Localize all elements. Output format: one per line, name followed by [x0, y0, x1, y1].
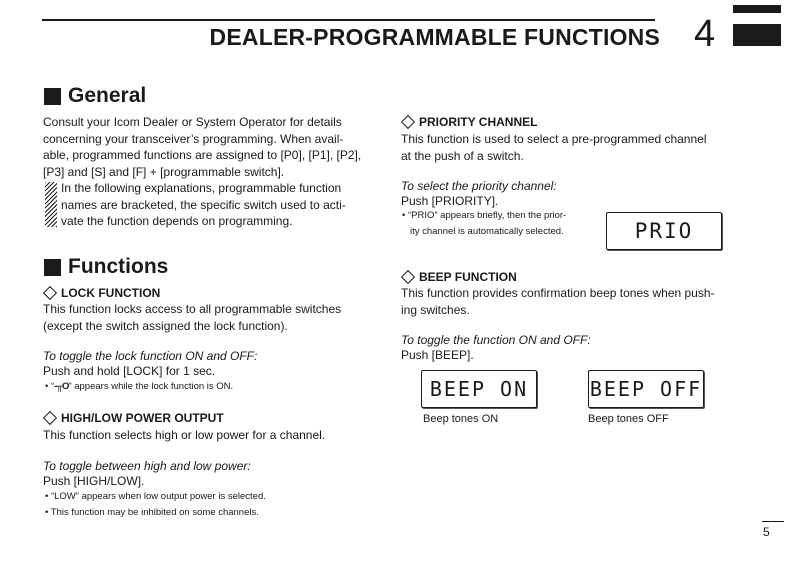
text-line: This function locks access to all programmable switches — [43, 302, 342, 316]
text-line: This function provides confirmation beep tones when push- — [401, 286, 715, 300]
priority-function-body — [401, 131, 707, 164]
text-line: names are bracketed, the specific switch used to acti- — [61, 197, 346, 212]
diamond-icon — [401, 270, 415, 284]
functions-heading-text: Functions — [68, 255, 169, 278]
text-line: In the following explanations, programmable function — [61, 181, 342, 195]
bullet-item: ity channel is automatically selected. — [410, 226, 564, 237]
bullet-item: • This function may be inhibited on some channels. — [45, 507, 259, 518]
priority-bullets — [402, 208, 566, 240]
diamond-icon — [43, 411, 57, 425]
text-line: concerning your transceiver’s programming. When avail- — [43, 131, 344, 146]
bullet-item: • “PRIO” appears briefly, then the prior- — [402, 210, 567, 221]
header-rule — [42, 19, 655, 21]
beep-title-text: BEEP FUNCTION — [419, 270, 517, 284]
general-note — [61, 180, 346, 230]
chapter-number: 4 — [694, 13, 716, 55]
diamond-icon — [43, 286, 57, 300]
heading-square-icon — [44, 259, 61, 276]
key-icon: -╥O — [54, 381, 69, 392]
page-number: 5 — [763, 525, 770, 539]
priority-lcd-display: PRIO — [606, 212, 722, 250]
priority-howto: To select the priority channel: — [401, 179, 557, 193]
functions-heading — [44, 255, 168, 279]
priority-title-text: PRIORITY CHANNEL — [419, 115, 538, 129]
bullet-text: • “ — [45, 381, 55, 392]
text-line: This function is used to select a pre-programmed channel — [401, 132, 707, 146]
diamond-icon — [401, 115, 415, 129]
lock-title-text: LOCK FUNCTION — [61, 286, 161, 300]
page-title: DEALER-PROGRAMMABLE FUNCTIONS — [209, 24, 660, 50]
general-heading-text: General — [68, 84, 147, 107]
text-line: at the push of a switch. — [401, 148, 524, 163]
bullet-item: • “LOW” appears when low output power is selected. — [45, 491, 266, 502]
priority-function-title — [400, 115, 537, 129]
page-number-rule — [762, 521, 784, 522]
power-title-text: HIGH/LOW POWER OUTPUT — [61, 411, 224, 425]
chapter-tab-top — [733, 5, 781, 13]
beep-off-lcd-display: BEEP OFF — [588, 370, 704, 408]
bullet-text: ” appears while the lock function is ON. — [68, 381, 234, 392]
lock-function-body — [43, 301, 341, 334]
general-paragraph — [43, 114, 361, 180]
power-howto: To toggle between high and low power: — [43, 459, 251, 473]
priority-action: Push [PRIORITY]. — [401, 194, 499, 208]
beep-function-body — [401, 285, 715, 318]
text-line: vate the function depends on programming. — [61, 214, 293, 228]
lock-bullet — [45, 379, 233, 395]
power-action: Push [HIGH/LOW]. — [43, 474, 145, 488]
beep-function-title — [400, 270, 517, 284]
note-hatch-icon — [45, 182, 57, 227]
general-heading — [44, 84, 146, 108]
text-line: Consult your Icom Dealer or System Operator for details — [43, 115, 342, 129]
beep-off-caption: Beep tones OFF — [588, 413, 669, 425]
text-line: (except the switch assigned the lock function). — [43, 318, 288, 333]
lock-function-title — [42, 286, 160, 300]
lock-howto: To toggle the lock function ON and OFF: — [43, 349, 258, 363]
beep-howto: To toggle the function ON and OFF: — [401, 333, 591, 347]
text-line: ing switches. — [401, 302, 470, 317]
power-function-title — [42, 411, 224, 425]
beep-action: Push [BEEP]. — [401, 348, 474, 362]
text-line: [P3] and [S] and [F] + [programmable switch]. — [43, 164, 285, 179]
beep-on-caption: Beep tones ON — [423, 413, 499, 425]
text-line: able, programmed functions are assigned to [P0], [P1], [P2], — [43, 148, 362, 162]
beep-on-lcd-display: BEEP ON — [421, 370, 537, 408]
lock-action: Push and hold [LOCK] for 1 sec. — [43, 364, 216, 378]
power-function-body: This function selects high or low power for a channel. — [43, 428, 326, 442]
heading-square-icon — [44, 88, 61, 105]
chapter-tab — [733, 24, 781, 46]
power-bullets — [45, 489, 266, 521]
